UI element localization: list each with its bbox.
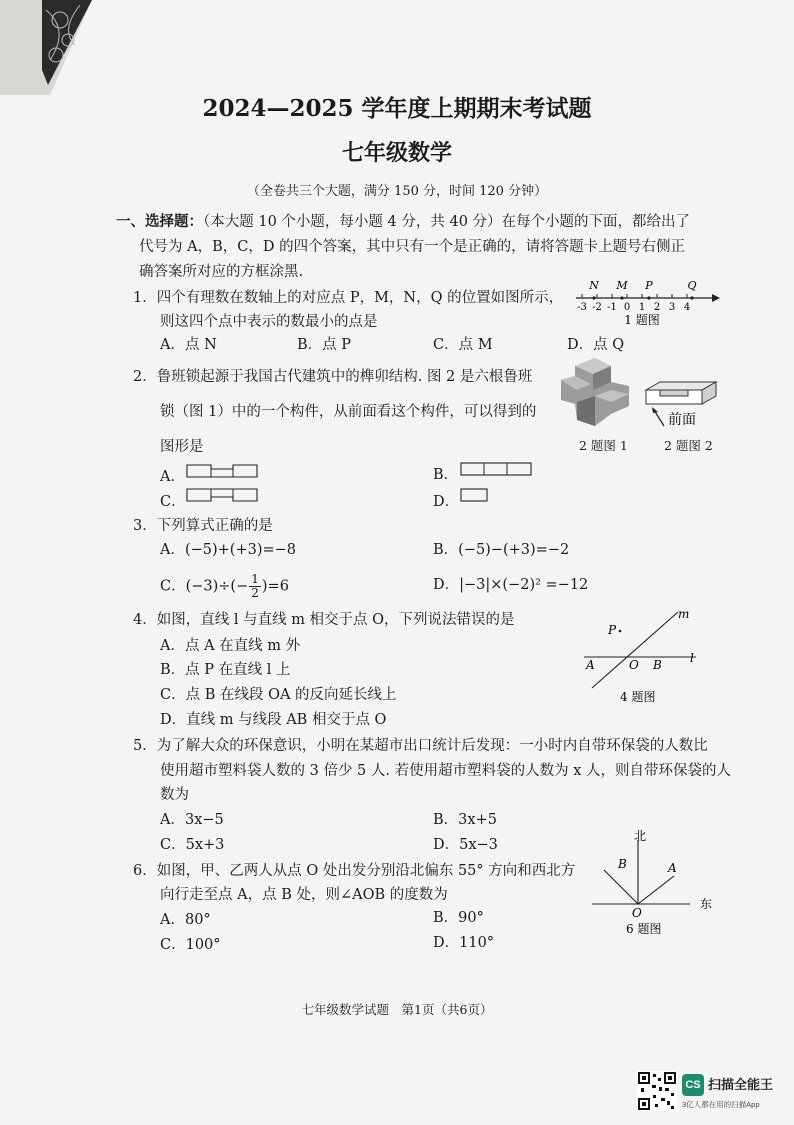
q5-stem-2: 使用超市塑料袋人数的 3 倍少 5 人. 若使用超市塑料袋的人数为 x 人，则自带环保袋的人 [160,763,731,779]
q6-stem-2: 向行走至点 A，点 B 处，则∠AOB 的度数为 [160,887,448,903]
q1-option-b[interactable]: B．点 P [297,337,352,353]
q4-label-p: P [608,623,617,637]
q1-tick: 2 [653,302,661,313]
q5-option-a[interactable]: A．3x−5 [160,812,224,828]
q5-option-d[interactable]: D．5x−3 [433,837,498,853]
section-desc-1: （本大题 10 个小题，每小题 4 分，共 40 分）在每个小题的下面，都给出了 [203,214,691,230]
q2-option-b-figure [459,461,535,477]
q2-option-c-figure [185,487,261,503]
q6-option-c[interactable]: C．100° [160,937,221,953]
exam-note: （全卷共三个大题，满分 150 分，时间 120 分钟） [246,184,548,199]
q3-stem: 3．下列算式正确的是 [133,518,273,534]
luban-lock-image [555,356,637,430]
q1-point-p: P [645,279,653,292]
q1-tick: -2 [592,302,602,313]
q2-option-d-figure [459,487,491,503]
q2-option-a[interactable]: A． [160,469,185,485]
qr-code-icon [637,1071,677,1111]
q1-tick: 1 [638,302,646,313]
q1-tick: 4 [683,302,691,313]
q4-label-o: O [629,658,639,672]
q4-stem: 4．如图，直线 l 与直线 m 相交于点 O，下列说法错误的是 [133,612,515,628]
q5-option-c[interactable]: C．5x+3 [160,837,225,853]
q1-tick: 3 [668,302,676,313]
q3-option-c-suffix: )=6 [261,578,289,595]
section-heading-line1 [116,210,690,231]
luban-piece-figure [642,376,722,436]
q4-figure-caption: 4 题图 [620,690,656,704]
q5-stem-1: 5．为了解大众的环保意识，小明在某超市出口统计后发现：一小时内自带环保袋的人数比 [133,738,708,754]
q4-option-c[interactable]: C．点 B 在线段 OA 的反向延长线上 [160,687,397,703]
decorative-corner [0,0,92,95]
q3-option-b[interactable]: B．(−5)−(+3)=−2 [433,542,570,558]
q1-stem-1: 1．四个有理数在数轴上的对应点 P，M，N，Q 的位置如图所示， [133,290,564,306]
q5-option-b[interactable]: B．3x+5 [433,812,497,828]
q2-stem-2: 锁（图 1）中的一个构件，从前面看这个构件，可以得到的 [160,404,537,420]
q6-label-o: O [632,906,642,920]
q3-option-a[interactable]: A．(−5)+(+3)=−8 [160,542,297,558]
front-label: 前面 [668,412,696,428]
q1-tick: -1 [607,302,617,313]
q6-option-b[interactable]: B．90° [433,910,484,926]
q1-tick: -3 [577,302,587,313]
q1-point-m: M [616,279,628,292]
q4-lines-figure [578,606,704,704]
q6-direction-figure [586,826,716,940]
q3-fraction-denominator: 2 [251,586,259,600]
q6-label-east: 东 [700,897,713,911]
q1-tick: 0 [623,302,631,313]
q6-label-b: B [618,857,627,871]
section-desc-3: 确答案所对应的方框涂黑. [139,264,304,280]
page-footer: 七年级数学试题 第1页（共6页） [301,1002,493,1017]
q6-option-a[interactable]: A．80° [160,912,211,928]
q4-option-a[interactable]: A．点 A 在直线 m 外 [160,638,301,654]
q5-stem-3: 数为 [160,787,189,803]
q6-stem-1: 6．如图，甲、乙两人从点 O 处出发分别沿北偏东 55° 方向和西北方 [133,863,576,879]
q3-fraction-numerator: 1 [251,572,259,586]
q4-label-b: B [653,658,662,672]
section-heading: 一、选择题： [116,213,203,230]
q6-option-d[interactable]: D．110° [433,935,495,951]
q1-option-a[interactable]: A．点 N [160,337,217,353]
q2-stem-3: 图形是 [160,439,204,455]
q1-figure-caption: 1 题图 [624,313,660,327]
q4-label-l: l [690,651,694,665]
q3-option-c[interactable] [160,573,289,600]
q2-figure1-caption: 2 题图 1 [579,438,628,453]
q1-option-c[interactable]: C．点 M [433,337,493,353]
q2-option-a-figure [185,463,261,479]
q3-option-c-prefix: C．(−3)÷(− [160,578,249,595]
q6-label-a: A [668,861,677,875]
subject-title: 七年级数学 [341,140,452,166]
camscanner-logo-icon: CS [682,1074,704,1096]
q3-option-d[interactable]: D．|−3|×(−2)² =−12 [433,577,589,593]
q6-label-north: 北 [634,829,647,843]
q2-figure2-caption: 2 题图 2 [664,438,713,453]
q4-label-m: m [678,607,690,621]
q4-option-d[interactable]: D．直线 m 与线段 AB 相交于点 O [160,712,387,728]
q1-stem-2: 则这四个点中表示的数最小的点是 [160,314,378,330]
q2-option-c[interactable]: C． [160,494,186,510]
q2-stem-1: 2．鲁班锁起源于我国古代建筑中的榫卯结构. 图 2 是六根鲁班 [133,369,533,385]
q2-option-d[interactable]: D． [433,494,460,510]
q1-number-line-figure [572,274,722,330]
scanner-app-name: 扫描全能王 [708,1077,774,1092]
section-desc-2: 代号为 A，B，C，D 的四个答案，其中只有一个是正确的，请将答题卡上题号右侧正 [139,239,686,255]
q1-point-q: Q [687,279,697,292]
q4-label-a: A [586,658,595,672]
q4-option-b[interactable]: B．点 P 在直线 l 上 [160,662,291,678]
q1-point-n: N [589,279,599,292]
q6-figure-caption: 6 题图 [626,922,662,936]
q2-option-b[interactable]: B． [433,467,459,483]
q1-option-d[interactable]: D．点 Q [567,337,625,353]
exam-title: 2024—2025 学年度上期期末考试题 [202,95,592,122]
scanner-app-slogan: 3亿人都在用的扫描App [682,1100,760,1109]
